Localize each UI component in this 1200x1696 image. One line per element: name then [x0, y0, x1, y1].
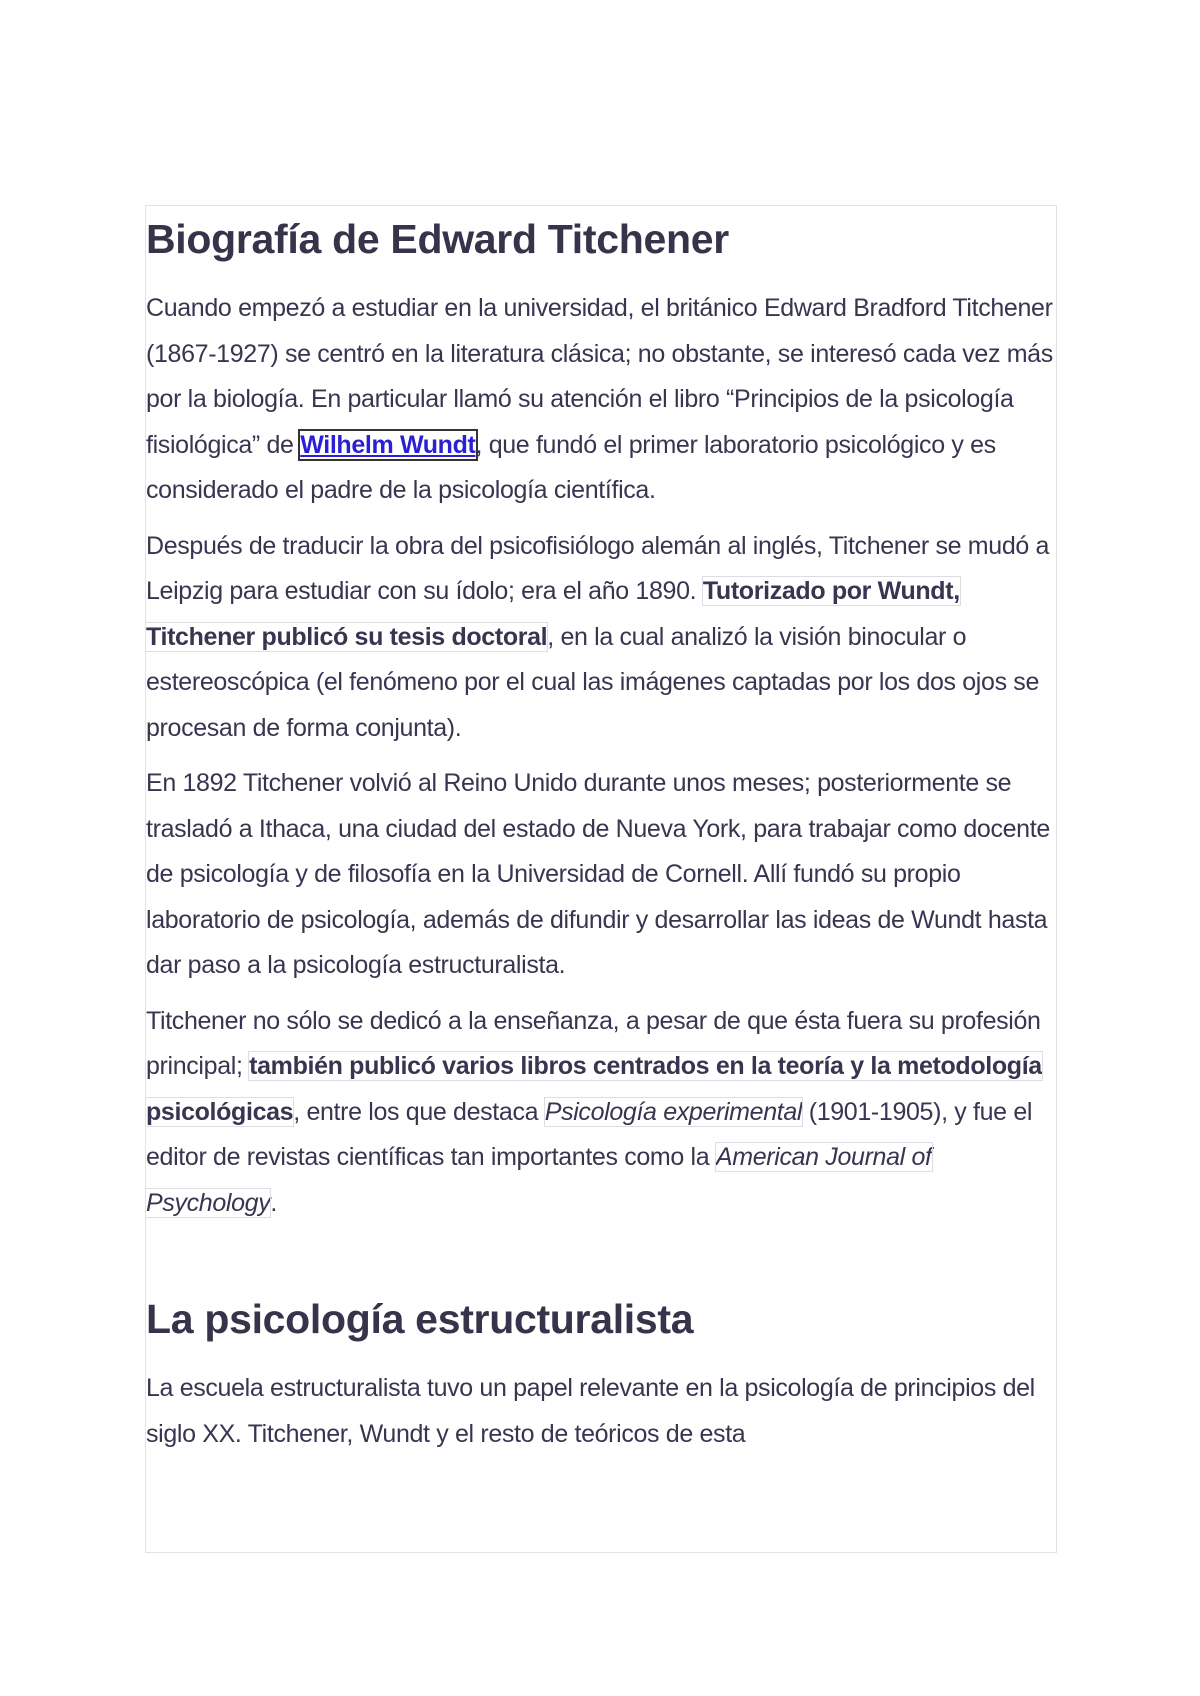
paragraph-5: La escuela estructuralista tuvo un papel relevante en la psicología de principios del siglo XX. Titchener, Wundt y el resto de teóricos de esta: [146, 1374, 1035, 1448]
wilhelm-wundt-link[interactable]: Wilhelm Wundt: [300, 430, 476, 459]
paragraph-4-text-end: .: [270, 1188, 277, 1217]
paragraph-2: [146, 524, 1056, 752]
paragraph-4-text-middle-2: (1901-1905), y fue el editor de revistas científicas tan importantes como la: [146, 1097, 1033, 1171]
article-content: [146, 206, 1056, 1467]
paragraph-2-highlight: Tutorizado por Wundt, Titchener publicó su tesis doctoral: [146, 577, 960, 651]
journal-title: American Journal of Psychology: [146, 1143, 932, 1217]
paragraph-4-text-middle: , entre los que destaca: [293, 1097, 545, 1126]
paragraph-1: [146, 286, 1056, 514]
page-title: Biografía de Edward Titchener: [146, 216, 729, 262]
book-title-psicologia-experimental: Psicología experimental: [544, 1097, 803, 1126]
paragraph-1-text-end: , que fundó el primer laboratorio psicológico y es considerado el padre de la psicología científica.: [146, 430, 996, 504]
section-title: La psicología estructuralista: [146, 1296, 694, 1342]
paragraph-1-text-start: Cuando empezó a estudiar en la universidad, el británico Edward Bradford Titchener (1867-1927) se centró en la literatura clásica; no obstante, se interesó cada vez más por la biología. En particular llamó su atención el libro “Principios de la psicología fisiológica” de: [146, 294, 1053, 459]
paragraph-4-text-start: Titchener no sólo se dedicó a la enseñanza, a pesar de que ésta fuera su profesión principal;: [146, 1006, 1041, 1080]
article-frame: [145, 205, 1057, 1553]
paragraph-4-highlight: también publicó varios libros centrados en la teoría y la metodología psicológicas: [146, 1052, 1042, 1126]
paragraph-2-text-end: , en la cual analizó la visión binocular o estereoscópica (el fenómeno por el cual las imágenes captadas por los dos ojos se procesan de forma conjunta).: [146, 622, 1040, 742]
paragraph-3: En 1892 Titchener volvió al Reino Unido durante unos meses; posteriormente se trasladó a Ithaca, una ciudad del estado de Nueva York, para trabajar como docente de psicología y de filosofía en la Universidad de Cornell. Allí fundó su propio laboratorio de psicología, además de difundir y desarrollar las ideas de Wundt hasta dar paso a la psicología estructuralista.: [146, 769, 1050, 979]
paragraph-2-text-start: Después de traducir la obra del psicofisiólogo alemán al inglés, Titchener se mudó a Leipzig para estudiar con su ídolo; era el año 1890.: [146, 531, 1050, 605]
paragraph-4: [146, 999, 1056, 1227]
